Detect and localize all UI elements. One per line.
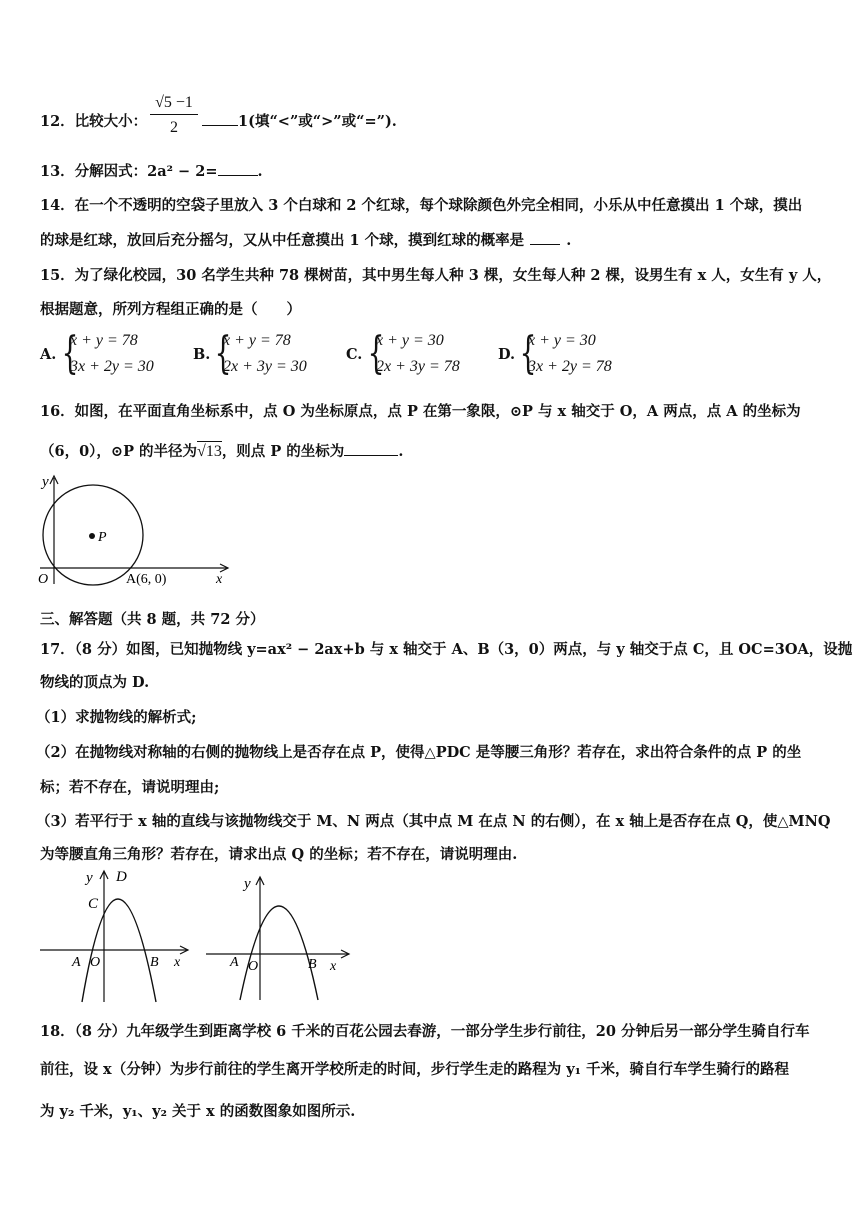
q17-figure-2 xyxy=(204,872,354,1002)
brace-icon: { xyxy=(214,328,232,379)
q13-end: . xyxy=(257,163,263,180)
label-o: O xyxy=(90,955,101,970)
option-letter: B. xyxy=(193,346,211,363)
label-b: B xyxy=(308,957,317,972)
q16-line2a: （6，0），⊙P 的半径为 xyxy=(40,443,198,460)
option-eq1: x + y = 30 xyxy=(528,332,596,349)
label-c: C xyxy=(88,896,99,912)
q14-line2 xyxy=(40,229,571,250)
label-b: B xyxy=(150,955,159,970)
section3-title: 三、解答题（共 8 题，共 72 分） xyxy=(40,611,265,628)
option-letter: C. xyxy=(346,346,363,363)
q16-answer-blank[interactable] xyxy=(344,441,398,456)
q12-line xyxy=(40,110,147,131)
q13-line xyxy=(40,160,263,181)
q12-tail xyxy=(202,110,397,131)
option-eq1: x + y = 30 xyxy=(376,332,444,349)
label-y: y xyxy=(86,870,93,886)
q17-part3a: （3）若平行于 x 轴的直线与该抛物线交于 M、N 两点（其中点 M 在点 N 的右侧），在 x 轴上是否存在点 Q，使△MNQ xyxy=(36,813,831,830)
option-eq1: x + y = 78 xyxy=(70,332,138,349)
option-eq2: 3x + 2y = 78 xyxy=(528,358,612,375)
label-o: O xyxy=(248,959,259,974)
q18-line2: 前往，设 x（分钟）为步行前往的学生离开学校所走的时间，步行学生走的路程为 y₁ 千米，骑自行车学生骑行的路程 xyxy=(40,1061,790,1078)
q16-end: . xyxy=(398,443,404,460)
label-x: x xyxy=(330,959,337,974)
q12-fraction xyxy=(150,94,198,137)
q16-line1: 16．如图，在平面直角坐标系中，点 O 为坐标原点，点 P 在第一象限，⊙P 与 x 轴交于 O，A 两点，点 A 的坐标为 xyxy=(40,403,801,420)
q15-option-d[interactable] xyxy=(498,330,648,380)
label-x: x xyxy=(174,955,181,970)
label-p: P xyxy=(98,530,107,545)
label-x: x xyxy=(216,572,223,587)
parabola xyxy=(240,906,318,1000)
point-p xyxy=(89,533,95,539)
q15-option-a[interactable] xyxy=(40,330,190,380)
q15-line2: 根据题意，所列方程组正确的是（ ） xyxy=(40,301,301,318)
q15-option-c[interactable] xyxy=(346,330,496,380)
q17-part1: （1）求抛物线的解析式; xyxy=(36,709,197,726)
q17-line2: 物线的顶点为 D. xyxy=(40,674,150,691)
label-o: O xyxy=(38,572,49,587)
label-d: D xyxy=(116,869,127,885)
q12-denominator: 2 xyxy=(170,119,178,136)
q15-option-b[interactable] xyxy=(193,330,343,380)
label-y: y xyxy=(42,474,49,490)
brace-icon: { xyxy=(61,328,79,379)
option-letter: D. xyxy=(498,346,516,363)
q17-line1: 17．（8 分）如图，已知抛物线 y=ax² − 2ax+b 与 x 轴交于 A、B（3，0）两点，与 y 轴交于点 C，且 OC=3OA，设抛 xyxy=(40,641,853,658)
label-a: A(6, 0) xyxy=(126,572,167,587)
q13-answer-blank[interactable] xyxy=(218,161,258,176)
q12-prefix: 12．比较大小： xyxy=(40,113,148,130)
q14-line2-text: 的球是红球，放回后充分摇匀，又从中任意摸出 1 个球，摸到红球的概率是 xyxy=(40,232,525,249)
q18-line1: 18．（8 分）九年级学生到距离学校 6 千米的百花公园去春游，一部分学生步行前往，20 分钟后另一部分学生骑自行车 xyxy=(40,1023,810,1040)
q13-text: 13．分解因式：2a² − 2= xyxy=(40,163,218,180)
q16-line2 xyxy=(40,440,403,461)
brace-icon: { xyxy=(367,328,385,379)
q14-line1: 14．在一个不透明的空袋子里放入 3 个白球和 2 个红球，每个球除颜色外完全相同，小乐从中任意摸出 1 个球，摸出 xyxy=(40,197,803,214)
q17-figure-1 xyxy=(38,866,193,1004)
q16-radical: √13 xyxy=(197,443,222,460)
label-a: A xyxy=(72,955,81,970)
option-eq2: 3x + 2y = 30 xyxy=(70,358,154,375)
label-a: A xyxy=(230,955,239,970)
q12-answer-blank[interactable] xyxy=(202,111,238,126)
q17-part2a: （2）在抛物线对称轴的右侧的抛物线上是否存在点 P，使得△PDC 是等腰三角形？若存在，求出符合条件的点 P 的坐 xyxy=(36,744,802,761)
q14-answer-blank[interactable] xyxy=(530,230,560,245)
q17-part2b: 标；若不存在，请说明理由; xyxy=(40,779,220,796)
q16-figure xyxy=(30,470,240,590)
brace-icon: { xyxy=(519,328,537,379)
q15-line1: 15．为了绿化校园，30 名学生共种 78 棵树苗，其中男生每人种 3 棵，女生每人种 2 棵，设男生有 x 人，女生有 y 人， xyxy=(40,267,832,284)
q12-numerator: √5 −1 xyxy=(150,94,198,115)
option-letter: A. xyxy=(40,346,57,363)
option-eq2: 2x + 3y = 78 xyxy=(376,358,460,375)
q12-suffix: 1(填“<”或“>”或“=”). xyxy=(238,113,397,130)
option-eq2: 2x + 3y = 30 xyxy=(223,358,307,375)
q18-line3: 为 y₂ 千米，y₁、y₂ 关于 x 的函数图象如图所示. xyxy=(40,1103,356,1120)
q16-line2b: ，则点 P 的坐标为 xyxy=(221,443,345,460)
label-y: y xyxy=(244,876,251,892)
option-eq1: x + y = 78 xyxy=(223,332,291,349)
q14-end: . xyxy=(566,232,572,249)
q17-part3b: 为等腰直角三角形？若存在，请求出点 Q 的坐标；若不存在，请说明理由. xyxy=(40,846,518,863)
